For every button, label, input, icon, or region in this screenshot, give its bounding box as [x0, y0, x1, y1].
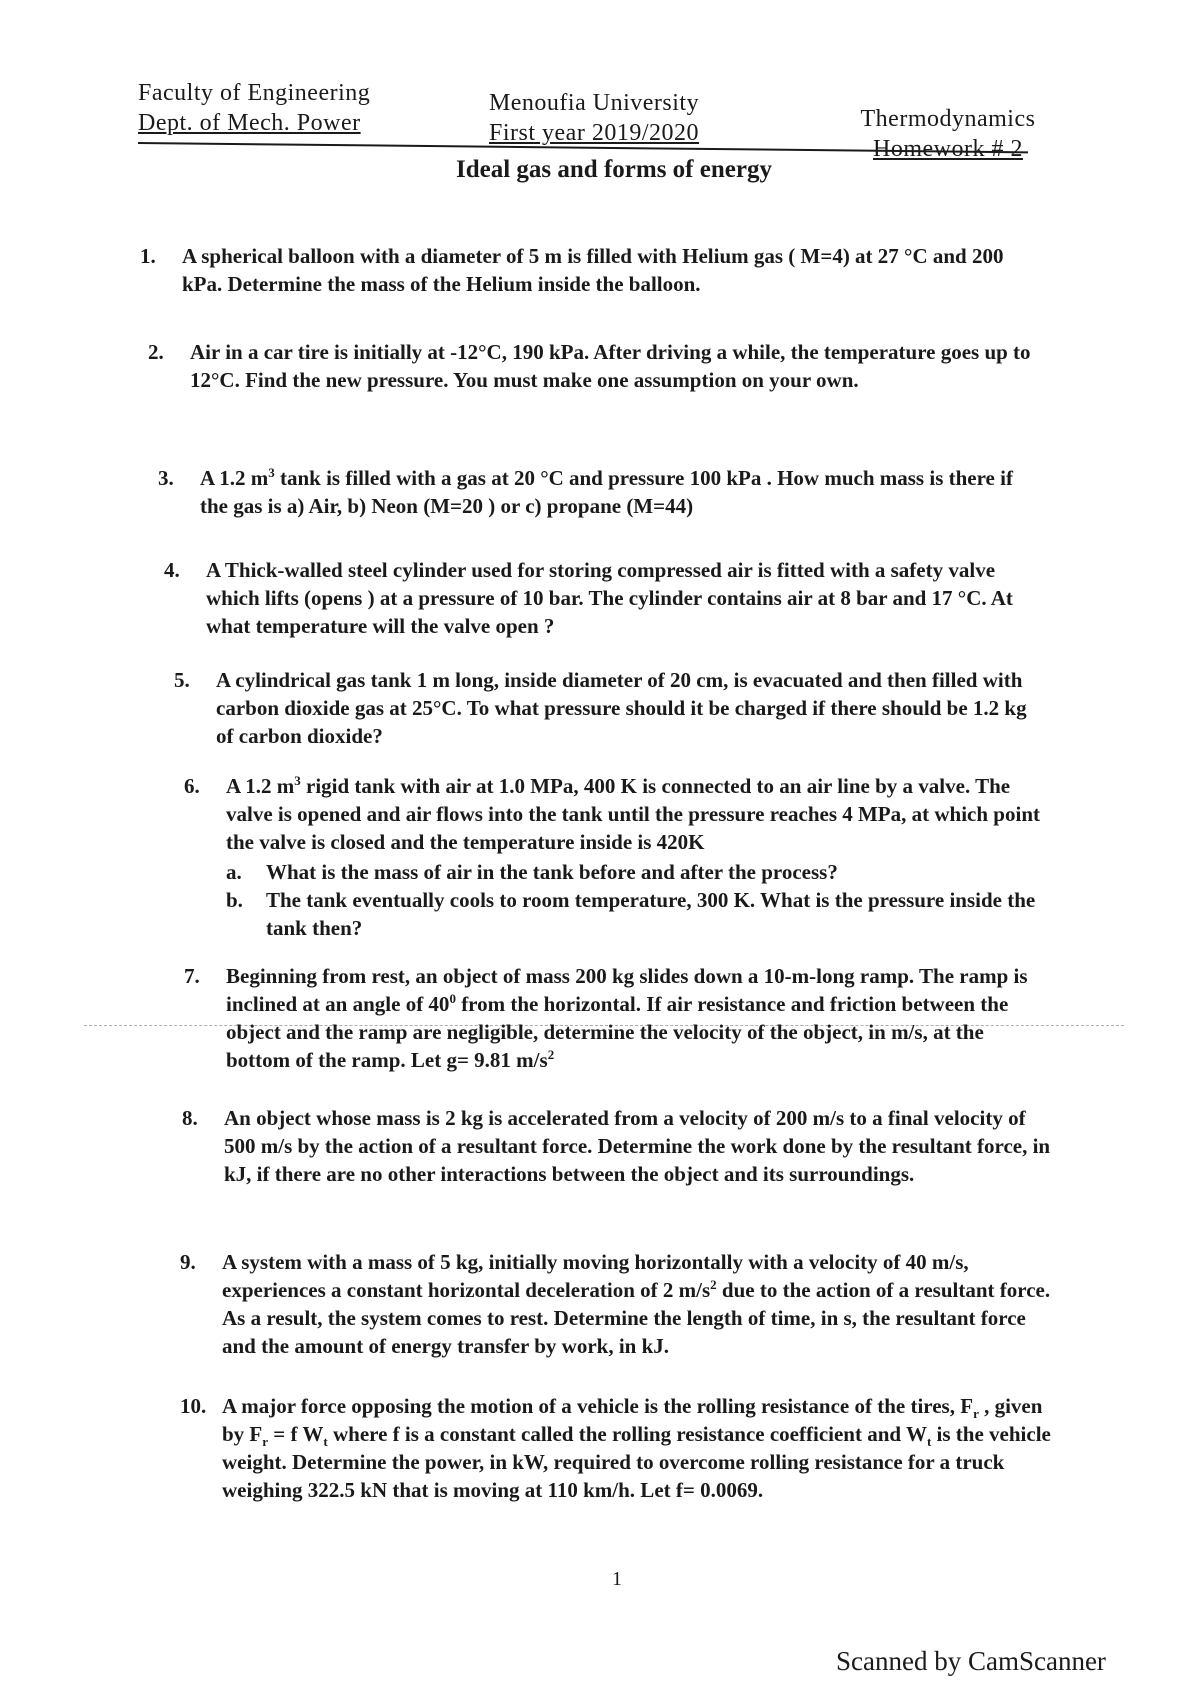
question-6: [184, 772, 1046, 942]
question-1: [140, 242, 1040, 298]
header-right: [858, 104, 1038, 164]
question-10: [180, 1392, 1060, 1504]
sub-question-a: a. What is the mass of air in the tank before and after the process?: [226, 860, 838, 884]
page-title: Ideal gas and forms of energy: [456, 156, 772, 183]
question-text: Air in a car tire is initially at -12°C, 190 kPa. After driving a while, the temperature goes up to 12°C. Find the new pressure. You must make one assumption on your own.: [190, 340, 1031, 392]
question-number: 7.: [184, 964, 200, 988]
question-7: [184, 962, 1044, 1074]
question-number: 3.: [158, 466, 174, 490]
question-text: A cylindrical gas tank 1 m long, inside diameter of 20 cm, is evacuated and then filled with carbon dioxide gas at 25°C. To what pressure should it be charged if there should be 1.2 kg of carbon dioxide?: [216, 668, 1027, 748]
question-text: A 1.2 $m^3$ tank is filled with a gas at 20 °C and pressure 100 kPa . How much mass is there if the gas is a) Air, b) Neon (M=20 ) or c) propane (M=44): [200, 465, 1013, 518]
question-number: 8.: [182, 1106, 198, 1130]
question-8: [182, 1104, 1052, 1188]
question-text: A spherical balloon with a diameter of 5 m is filled with Helium gas ( M=4) at 27 °C and 200 kPa. Determine the mass of the Helium inside the balloon.: [182, 244, 1004, 296]
page-number: 1: [612, 1568, 622, 1590]
question-text: A system with a mass of 5 kg, initially moving horizontally with a velocity of 40 m/s, experiences a constant horizontal deceleration of 2 $m/s^2$ due to the action of a resultant force. As a result, the system comes to rest. Determine the length of time, in s, the resultant force and the amount of energy transfer by work, in kJ.: [222, 1250, 1051, 1358]
faculty-name: Faculty of Engineering: [138, 80, 371, 106]
sub-question-b: b. The tank eventually cools to room temperature, 300 K. What is the pressure inside the tank then?: [226, 888, 1036, 940]
question-text: A 1.2 $m^3$ rigid tank with air at 1.0 MPa, 400 K is connected to an air line by a valve. The valve is opened and air flows into the tank until the pressure reaches 4 MPa, at which point the valve is closed and the temperature inside is 420K: [226, 773, 1040, 854]
course-name: Thermodynamics: [860, 106, 1036, 132]
question-4: [164, 556, 1040, 640]
question-5: [174, 666, 1040, 750]
question-text: A major force opposing the motion of a vehicle is the rolling resistance of the tires, $F_r$ , given by $F_r = f$ $W_t$ where f is a constant called the rolling resistance coefficient and $W_t$ is the vehicle weight. Determine the power, in kW, required to overcome rolling resistance for a truck weighing 322.5 kN that is moving at 110 km/h. Let f= 0.0069.: [222, 1394, 1051, 1502]
question-text: A Thick-walled steel cylinder used for storing compressed air is fitted with a safety valve which lifts (opens ) at a pressure of 10 bar. The cylinder contains air at 8 bar and 17 °C. At what temperature will the valve open ?: [206, 558, 1013, 638]
homework-number: Homework # 2: [873, 136, 1023, 162]
question-number: 9.: [180, 1250, 196, 1274]
question-text: An object whose mass is 2 kg is accelerated from a velocity of 200 m/s to a final velocity of 500 m/s by the action of a resultant force. Determine the work done by the resultant force, in kJ, if there are no other interactions between the object and its surroundings.: [224, 1106, 1051, 1186]
question-number: 2.: [148, 340, 164, 364]
question-number: 4.: [164, 558, 180, 582]
question-number: 10.: [180, 1394, 207, 1418]
question-3: [158, 464, 1038, 520]
sub-question-list: [226, 858, 1046, 942]
question-number: 6.: [184, 774, 200, 798]
university-name: Menoufia University: [488, 90, 700, 116]
academic-year: First year 2019/2020: [489, 120, 699, 146]
scanner-watermark: Scanned by CamScanner: [836, 1646, 1106, 1676]
question-number: 5.: [174, 668, 190, 692]
header-left: [138, 78, 370, 138]
department-name: Dept. of Mech. Power: [138, 110, 361, 136]
question-9: [180, 1248, 1056, 1360]
question-number: 1.: [140, 244, 156, 268]
question-text: Beginning from rest, an object of mass 200 kg slides down a 10-m-long ramp. The ramp is inclined at an angle of $40^0$ from the horizontal. If air resistance and friction between the object and the ramp are negligible, determine the velocity of the object, in m/s, at the bottom of the ramp. Let g= 9.81 $m/s^2$: [226, 964, 1028, 1072]
question-2: [148, 338, 1040, 394]
header-center: [464, 88, 724, 148]
